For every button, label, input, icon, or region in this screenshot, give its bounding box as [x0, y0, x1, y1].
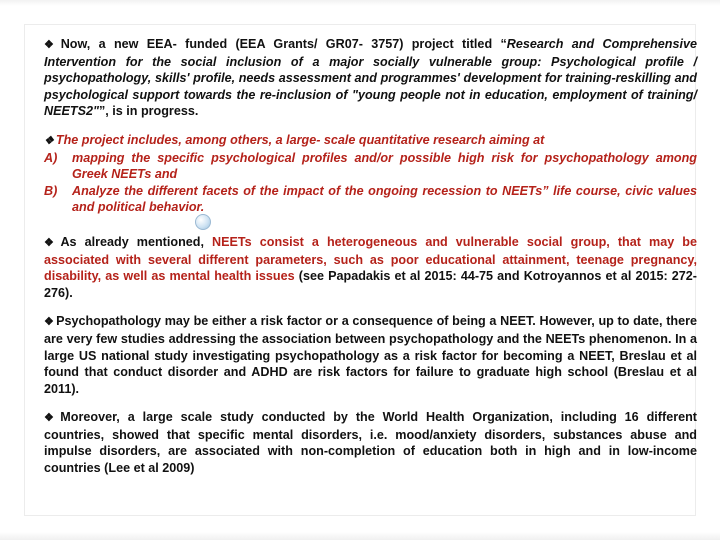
- neets-highlight-text: NEETs consist a heterogeneous and vulnerable social group, that may be associated with several different parameters, such as poor educational attainment, teenage pregnancy, disability, as well as mental health issues: [44, 234, 697, 284]
- list-item-text: Analyze the different facets of the impact of the ongoing recession to NEETs” life course, civic values and political behavior.: [72, 183, 697, 215]
- list-marker: B): [44, 183, 58, 198]
- neets-lead-text: As already mentioned,: [60, 234, 213, 249]
- decorative-circle-icon: [195, 214, 211, 230]
- psychopathology-text: Psychopathology may be either a risk factor or a consequence of being a NEET. However, up to date, there are very few studies addressing the association between psychopathology and the NEETs phenomenon. In a large US national study investigating psychopathology as a risk factor for becoming a NEET, Breslau et al found that conduct disorder and ADHD are risk factors for failure to graduate high school (Breslau et al 2011).: [44, 314, 697, 396]
- diamond-bullet-icon: ❖: [44, 316, 55, 329]
- project-aims-intro-text: The project includes, among others, a large- scale quantitative research aiming at: [55, 132, 545, 147]
- paragraph-project-aims: [44, 132, 697, 216]
- diamond-bullet-icon: ❖: [44, 134, 54, 147]
- neets-citation-text: (see Papadakis et al 2015: 44-75 and Kotroyannos et al 2015: 272- 276).: [44, 269, 697, 300]
- paragraph-neets-heterogeneous: [44, 234, 697, 301]
- list-item-text: mapping the specific psychological profiles and/or possible high risk for psychopathology among Greek NEETs and: [72, 150, 697, 182]
- project-intro-text: Now, a new EEA- funded (EEA Grants/ GR07- 3757) project titled “: [60, 37, 507, 51]
- who-study-text: Moreover, a large scale study conducted by the World Health Organization, including 16 different countries, showed that specific mental disorders, i.e. mood/anxiety disorders, substances abuse and impulse disorders, are associated with non-completion of education both in high and in low-income countries (Lee et al 2009): [44, 410, 697, 476]
- paragraph-psychopathology: [44, 313, 697, 397]
- slide-content: [44, 36, 697, 489]
- list-item: [44, 183, 697, 216]
- list-item: [44, 150, 697, 183]
- diamond-bullet-icon: ❖: [44, 236, 59, 249]
- diamond-bullet-icon: ❖: [44, 412, 59, 425]
- slide-bottom-edge: [0, 532, 720, 540]
- diamond-bullet-icon: ❖: [44, 39, 59, 51]
- list-marker: A): [44, 150, 58, 165]
- project-intro-outro: ”, is in progress.: [98, 104, 199, 119]
- paragraph-who-study: [44, 409, 697, 476]
- slide-top-edge: [0, 0, 720, 6]
- paragraph-project-intro: [44, 36, 697, 120]
- project-title: Research and Comprehensive Intervention for the social inclusion of a major socially vulnerable group: Psychological profile / psychopathology, skills' profile, needs assessment and programmes' development for training-reskilling and psychological support towards the re-inclusion of "young people not in education, employment of training/ NEETS2": [44, 37, 697, 119]
- project-aims-intro: [44, 132, 697, 150]
